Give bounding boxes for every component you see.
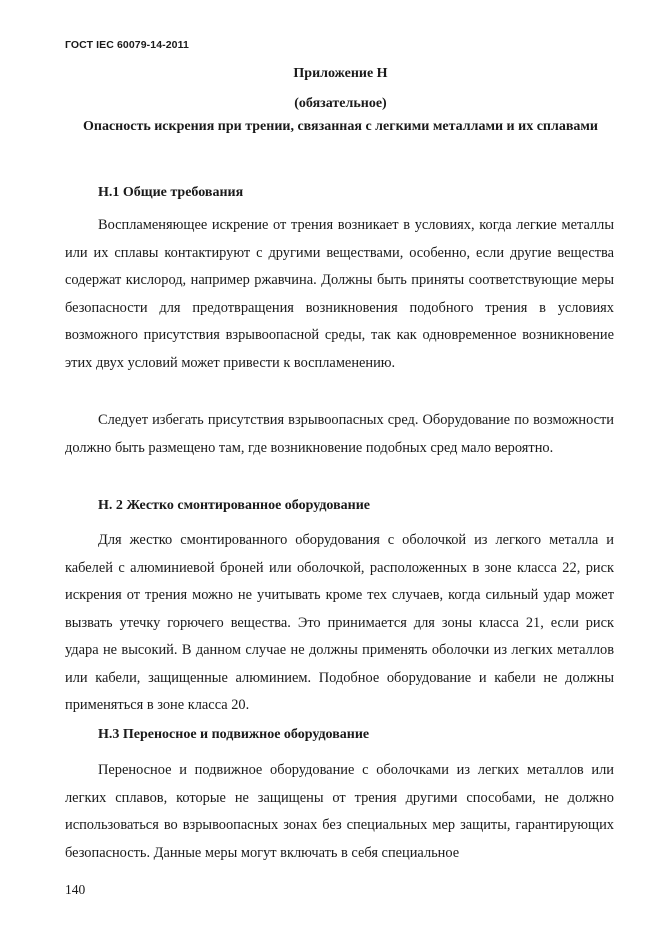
paragraph-h3-1: Переносное и подвижное оборудование с оболочками из легких металлов или легких сплавов, которые не защищены от трения другими способами, не должно использоваться во взрывоопасных зонах без специальных мер защиты, гарантирующих безопасность. Данные меры могут включать в себя специальное: [65, 762, 614, 861]
annex-subtitle: Опасность искрения при трении, связанная с легкими металлами и их сплавами: [83, 119, 598, 134]
paragraph-h1-1: Воспламеняющее искрение от трения возникает в условиях, когда легкие металлы или их сплавы контактируют с другими веществами, особенно, если другие вещества содержат кислород, например ржавчина. Должны быть приняты соответствующие меры безопасности для предотвращения возникновения подобного трения в условиях возможного присутствия взрывоопасной среды, так как одновременное возникновение этих двух условий может привести к воспламенению.: [65, 217, 614, 371]
section-heading-h1: Н.1 Общие требования: [98, 185, 244, 200]
document-code: ГОСТ IEC 60079-14-2011: [65, 39, 189, 51]
annex-status: (обязательное): [294, 96, 387, 111]
page-number: 140: [65, 882, 86, 897]
paragraph-h1-2: Следует избегать присутствия взрывоопасных сред. Оборудование по возможности должно быть размещено там, где возникновение подобных сред мало вероятно.: [65, 412, 614, 456]
paragraph-h2-1: Для жестко смонтированного оборудования с оболочкой из легкого металла и кабелей с алюминиевой броней или оболочкой, расположенных в зоне класса 22, риск искрения от трения можно не учитывать кроме тех случаев, когда сильный удар может вызвать утечку горючего вещества. Это принимается для зоны класса 21, если риск удара не высокий. В данном случае не должны применять оболочки из легких металлов или кабели, защищенные алюминием. Подобное оборудование и кабели не должны применяться в зоне класса 20.: [65, 532, 614, 713]
section-heading-h3: Н.3 Переносное и подвижное оборудование: [98, 727, 370, 742]
annex-title: Приложение Н: [293, 66, 388, 81]
section-heading-h2: Н. 2 Жестко смонтированное оборудование: [98, 498, 370, 513]
